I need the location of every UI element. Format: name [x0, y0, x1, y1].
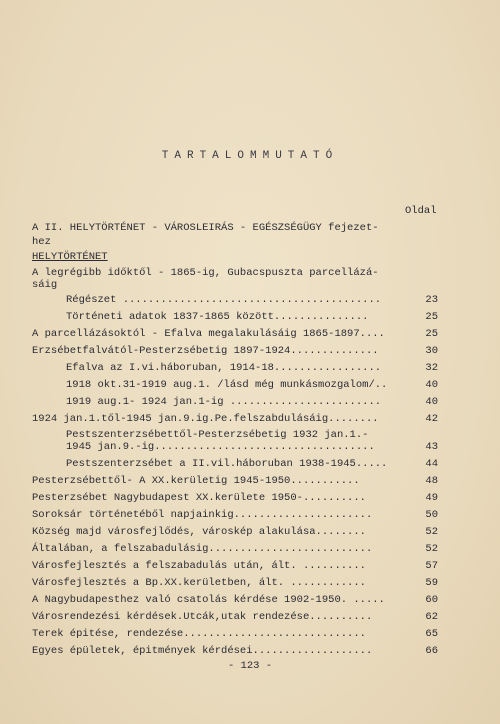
toc-page-number: 48 [425, 475, 438, 487]
toc-page-number: 44 [425, 458, 438, 470]
toc-entry: Általában, a felszabadulásig.......................... [32, 543, 373, 555]
toc-entry: Történeti adatok 1837-1865 között............... [66, 311, 369, 323]
toc-entry: Egyes épületek, épitmények kérdései................... [32, 645, 373, 657]
toc-page-number: 25 [425, 311, 438, 323]
toc-page-number: 59 [425, 577, 438, 589]
toc-page-number: 60 [425, 594, 438, 606]
toc-entry: Pestszenterzsébettől-Pesterzsébetig 1932 jan.1.- [66, 429, 369, 441]
toc-page-number: 50 [425, 509, 438, 521]
section-heading: HELYTÖRTÉNET [32, 251, 108, 263]
toc-page-number: 49 [425, 492, 438, 504]
toc-entry: 1945 jan.9.-ig................................... [66, 441, 375, 453]
toc-entry: Régészet ......................................... [66, 294, 382, 306]
toc-page-number: 62 [425, 611, 438, 623]
toc-entry: A Nagybudapesthez való csatolás kérdése 1902-1950. ..... [32, 594, 385, 606]
toc-page-number: 25 [425, 328, 438, 340]
toc-page-number: 57 [425, 560, 438, 572]
toc-entry: Pesterzsébet Nagybudapest XX.kerülete 1950-.......... [32, 492, 366, 504]
toc-entry: Erzsébetfalvától-Pesterzsébetig 1897-1924.............. [32, 345, 379, 357]
toc-page-number: 42 [425, 413, 438, 425]
toc-page-number: 65 [425, 628, 438, 640]
toc-page-number: 23 [425, 294, 438, 306]
toc-entry: 1918 okt.31-1919 aug.1. /lásd még munkásmozgalom/.. [66, 379, 388, 391]
toc-entry: A legrégibb időktől - 1865-ig, Gubacspuszta parcellázá- [32, 267, 379, 279]
toc-entry: Soroksár történetéből napjainkig...................... [32, 509, 373, 521]
toc-entry: Városrendezési kérdések.Utcák,utak rendezése.......... [32, 611, 373, 623]
toc-entry: Városfejlesztés a Bp.XX.kerületben, ált. ............ [32, 577, 366, 589]
toc-entry: A parcellázásoktól - Efalva megalakulásáig 1865-1897.... [32, 328, 385, 340]
toc-page-number: 66 [425, 645, 438, 657]
toc-page-number: 52 [425, 526, 438, 538]
toc-entry: Efalva az I.vi.háboruban, 1914-18................. [66, 362, 382, 374]
toc-entry: Terek épitése, rendezése............................. [32, 628, 366, 640]
toc-entry: 1919 aug.1- 1924 jan.1-ig ........................ [66, 396, 382, 408]
toc-page-number: 43 [425, 441, 438, 453]
toc-page-number: 52 [425, 543, 438, 555]
page-column-header: Oldal [405, 205, 437, 217]
section-title-line1: A II. HELYTÖRTÉNET - VÁROSLEIRÁS - EGÉSZSÉGÜGY fejezet- [32, 222, 379, 234]
toc-page-number: 30 [425, 345, 438, 357]
toc-page-number: 40 [425, 379, 438, 391]
toc-page-number: 40 [425, 396, 438, 408]
toc-page-number: 32 [425, 362, 438, 374]
toc-entry: Község majd városfejlődés, városkép alakulása........ [32, 526, 366, 538]
toc-entry: Városfejlesztés a felszabadulás után, ált. .......... [32, 560, 366, 572]
toc-entry: 1924 jan.1.től-1945 jan.9.ig.Pe.felszabdulásáig........ [32, 413, 379, 425]
toc-entry: Pestszenterzsébet a II.vil.háboruban 1938-1945..... [66, 458, 388, 470]
page-title: TARTALOMMUTATÓ [161, 150, 339, 162]
page-footer-number: - 123 - [227, 660, 273, 672]
toc-entry: sáig [32, 279, 58, 291]
section-title-line2: hez [32, 236, 51, 248]
toc-entry: Pesterzsébettől- A XX.kerületig 1945-1950........... [32, 475, 360, 487]
